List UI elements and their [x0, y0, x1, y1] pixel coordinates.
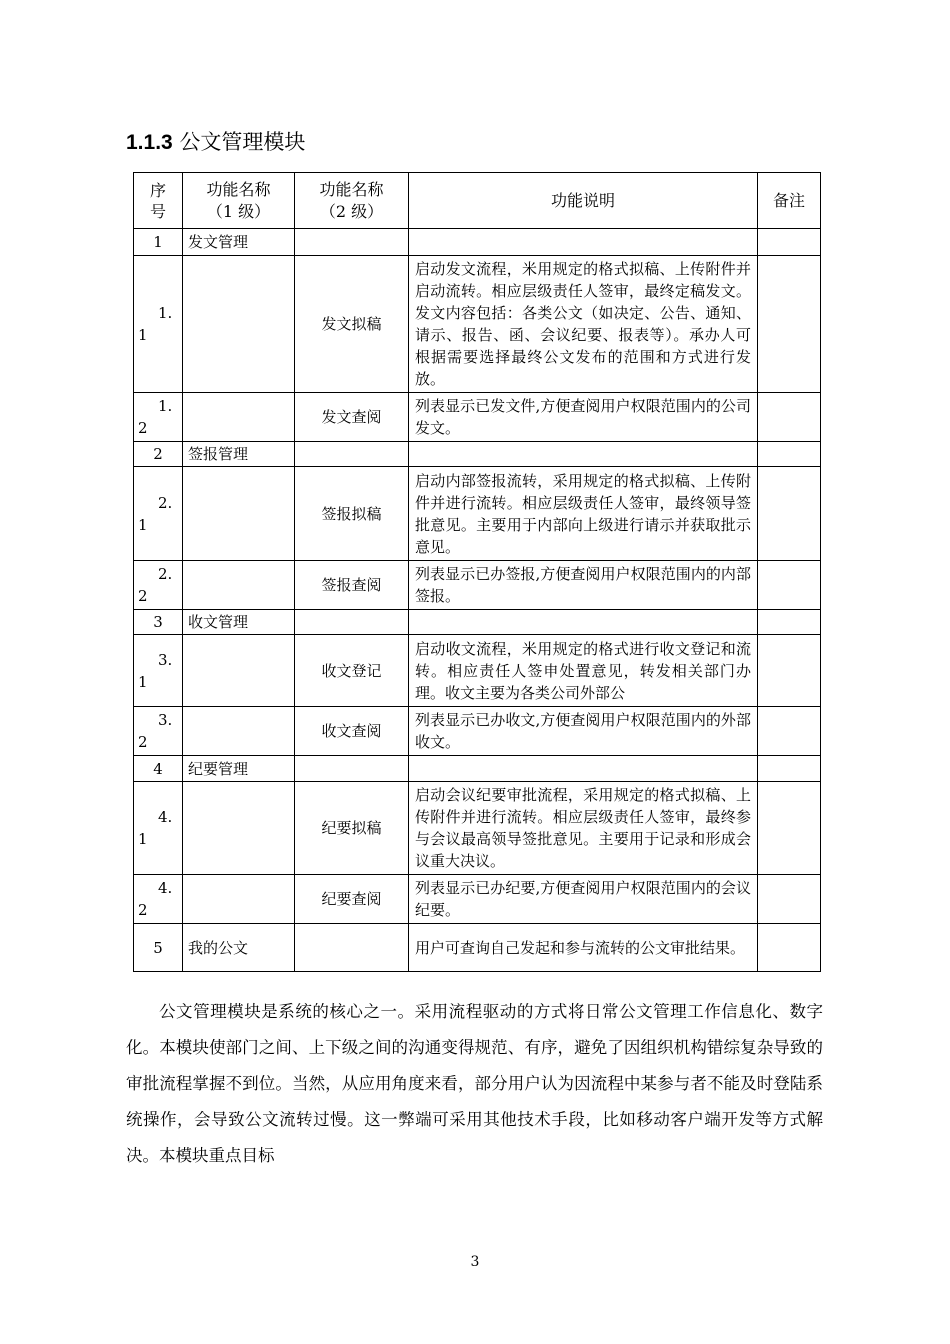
- row-l1-name: 我的公文: [183, 924, 295, 972]
- row-number: 4: [134, 756, 183, 782]
- row-l2-name: 收文查阅: [295, 707, 409, 756]
- table-row: [134, 782, 821, 875]
- row-desc: 用户可查询自己发起和参与流转的公文审批结果。: [409, 924, 758, 972]
- row-l1-name: [183, 707, 295, 756]
- row-desc: 启动内部签报流转，采用规定的格式拟稿、上传附件并进行流转。相应层级责任人签审，最终领导签批意见。主要用于内部向上级进行请示并获取批示意见。: [409, 467, 758, 561]
- header-name-l2: 功能名称 （2 级）: [295, 173, 409, 229]
- row-l2-name: 纪要拟稿: [295, 782, 409, 875]
- row-note: [758, 561, 821, 610]
- row-l1-name: [183, 635, 295, 707]
- row-note: [758, 610, 821, 635]
- row-note: [758, 393, 821, 442]
- row-note: [758, 707, 821, 756]
- header-seq: 序号: [134, 173, 183, 229]
- row-note: [758, 756, 821, 782]
- row-l2-name: 发文拟稿: [295, 256, 409, 393]
- row-l2-name: 纪要查阅: [295, 875, 409, 924]
- row-number: 2. 1: [134, 467, 183, 561]
- row-l1-name: 纪要管理: [183, 756, 295, 782]
- row-l2-name: 发文查阅: [295, 393, 409, 442]
- row-l1-name: [183, 782, 295, 875]
- table-row: [134, 875, 821, 924]
- row-desc: 启动会议纪要审批流程，采用规定的格式拟稿、上传附件并进行流转。相应层级责任人签审，最终参与会议最高领导签批意见。主要用于记录和形成会议重大决议。: [409, 782, 758, 875]
- section-title: 公文管理模块: [179, 130, 306, 154]
- row-number: 5: [134, 924, 183, 972]
- row-desc: [409, 442, 758, 467]
- row-l2-name: [295, 442, 409, 467]
- row-l1-name: 发文管理: [183, 229, 295, 256]
- row-desc: [409, 610, 758, 635]
- row-desc: [409, 229, 758, 256]
- row-note: [758, 467, 821, 561]
- table-header-row: [134, 173, 821, 229]
- row-number: 1. 1: [134, 256, 183, 393]
- row-desc: 启动发文流程，米用规定的格式拟稿、上传附件并启动流转。相应层级责任人签审，最终定稿发文。发文内容包括：各类公文（如决定、公告、通知、请示、报告、函、会议纪要、报表等）。承办人可根据需要选择最终公文发布的范围和方式进行发放。: [409, 256, 758, 393]
- row-number: 1. 2: [134, 393, 183, 442]
- header-desc: 功能说明: [409, 173, 758, 229]
- row-l2-name: [295, 229, 409, 256]
- table-row: [134, 924, 821, 972]
- row-desc: 列表显示已办签报,方便查阅用户权限范围内的内部签报。: [409, 561, 758, 610]
- row-l1-name: [183, 561, 295, 610]
- row-note: [758, 875, 821, 924]
- row-note: [758, 635, 821, 707]
- table-row: [134, 756, 821, 782]
- row-note: [758, 229, 821, 256]
- row-number: 3. 2: [134, 707, 183, 756]
- table-row: [134, 707, 821, 756]
- table-row: [134, 256, 821, 393]
- row-desc: [409, 756, 758, 782]
- row-l1-name: 签报管理: [183, 442, 295, 467]
- row-note: [758, 924, 821, 972]
- row-l1-name: 收文管理: [183, 610, 295, 635]
- table-row: [134, 442, 821, 467]
- row-number: 4. 2: [134, 875, 183, 924]
- row-l2-name: 签报拟稿: [295, 467, 409, 561]
- row-desc: 列表显示已办纪要,方便查阅用户权限范围内的会议纪要。: [409, 875, 758, 924]
- row-l1-name: [183, 256, 295, 393]
- table-row: [134, 393, 821, 442]
- table-row: [134, 610, 821, 635]
- row-desc: 列表显示已发文件,方便查阅用户权限范围内的公司发文。: [409, 393, 758, 442]
- paragraph-text: 公文管理模块是系统的核心之一。采用流程驱动的方式将日常公文管理工作信息化、数字化。本模块使部门之间、上下级之间的沟通变得规范、有序，避免了因组织机构错综复杂导致的审批流程掌握不到位。当然，从应用角度来看，部分用户认为因流程中某参与者不能及时登陆系统操作，会导致公文流转过慢。这一弊端可采用其他技术手段，比如移动客户端开发等方式解决。本模块重点目标: [126, 1002, 823, 1165]
- header-name-l1: 功能名称 （1 级）: [183, 173, 295, 229]
- table-row: [134, 561, 821, 610]
- row-l2-name: [295, 610, 409, 635]
- row-l1-name: [183, 467, 295, 561]
- page-number: 3: [470, 1254, 480, 1270]
- row-desc: 启动收文流程，米用规定的格式进行收文登记和流转。相应责任人签申处置意见，转发相关部门办理。收文主要为各类公司外部公: [409, 635, 758, 707]
- row-l1-name: [183, 875, 295, 924]
- row-note: [758, 782, 821, 875]
- row-desc: 列表显示已办收文,方便查阅用户权限范围内的外部收文。: [409, 707, 758, 756]
- row-number: 2: [134, 442, 183, 467]
- section-heading: [126, 126, 305, 156]
- row-l2-name: 收文登记: [295, 635, 409, 707]
- body-paragraph: [126, 994, 823, 1174]
- row-number: 2. 2: [134, 561, 183, 610]
- table-row: [134, 635, 821, 707]
- row-note: [758, 256, 821, 393]
- row-l2-name: [295, 924, 409, 972]
- row-number: 1: [134, 229, 183, 256]
- row-l2-name: [295, 756, 409, 782]
- row-number: 3: [134, 610, 183, 635]
- section-number: 1.1.3: [126, 131, 173, 154]
- row-number: 4. 1: [134, 782, 183, 875]
- row-number: 3. 1: [134, 635, 183, 707]
- header-note: 备注: [758, 173, 821, 229]
- table-row: [134, 229, 821, 256]
- row-note: [758, 442, 821, 467]
- function-table: [133, 172, 821, 972]
- row-l2-name: 签报查阅: [295, 561, 409, 610]
- table-row: [134, 467, 821, 561]
- row-l1-name: [183, 393, 295, 442]
